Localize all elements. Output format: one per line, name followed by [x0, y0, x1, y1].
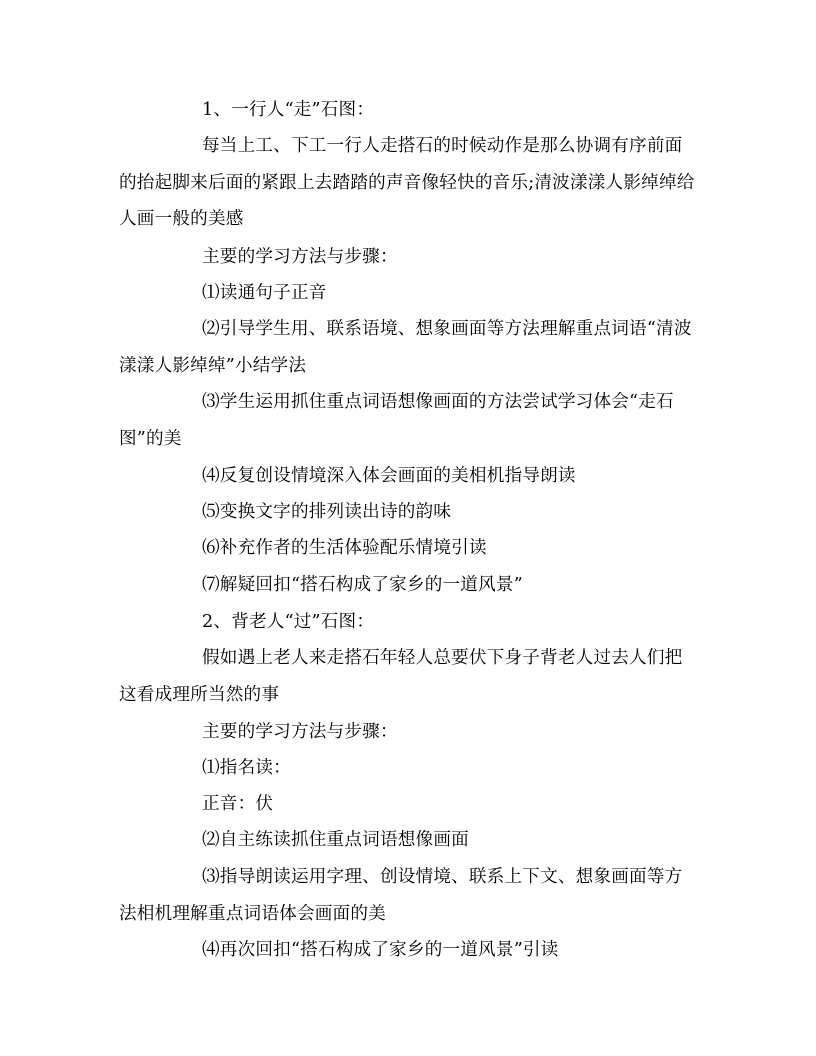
methods-heading-1: 主要的学习方法与步骤： — [202, 247, 398, 267]
step-2-2: ⑵自主练读抓住重点词语想像画面 — [202, 830, 469, 850]
step-2-3: ⑶指导朗读运用字理、创设情境、联系上下文、想象画面等方法相机理解重点词语体会画面的美 — [119, 867, 683, 924]
step-1-3: ⑶学生运用抓住重点词语想像画面的方法尝试学习体会“走石图”的美 — [119, 392, 674, 449]
step-1-2: ⑵引导学生用、联系语境、想象画面等方法理解重点词语“清波漾漾人影绰绰”小结学法 — [119, 319, 692, 376]
section-heading-2: 2、背老人“过”石图： — [202, 612, 375, 632]
methods-heading-2: 主要的学习方法与步骤： — [202, 722, 398, 742]
step-2-4: ⑷再次回扣“搭石构成了家乡的一道风景”引读 — [202, 940, 559, 960]
step-2-1: ⑴指名读： — [202, 758, 291, 778]
step-1-4: ⑷反复创设情境深入体会画面的美相机指导朗读 — [202, 466, 576, 486]
paragraph-walking-description: 每当上工、下工一行人走搭石的时候动作是那么协调有序前面的抬起脚来后面的紧跟上去踏踏的声音像轻快的音乐;清波漾漾人影绰绰给人画一般的美感 — [119, 136, 695, 229]
step-1-6: ⑹补充作者的生活体验配乐情境引读 — [202, 538, 487, 558]
step-1-5: ⑸变换文字的排列读出诗的韵味 — [202, 502, 452, 522]
step-1-1: ⑴读通句子正音 — [202, 283, 327, 303]
step-1-7: ⑺解疑回扣“搭石构成了家乡的一道风景” — [202, 575, 523, 595]
paragraph-carrying-description: 假如遇上老人来走搭石年轻人总要伏下身子背老人过去人们把这看成理所当然的事 — [119, 648, 683, 705]
pronunciation-note: 正音：伏 — [202, 794, 274, 814]
section-heading-1: 1、一行人“走”石图： — [202, 100, 375, 120]
